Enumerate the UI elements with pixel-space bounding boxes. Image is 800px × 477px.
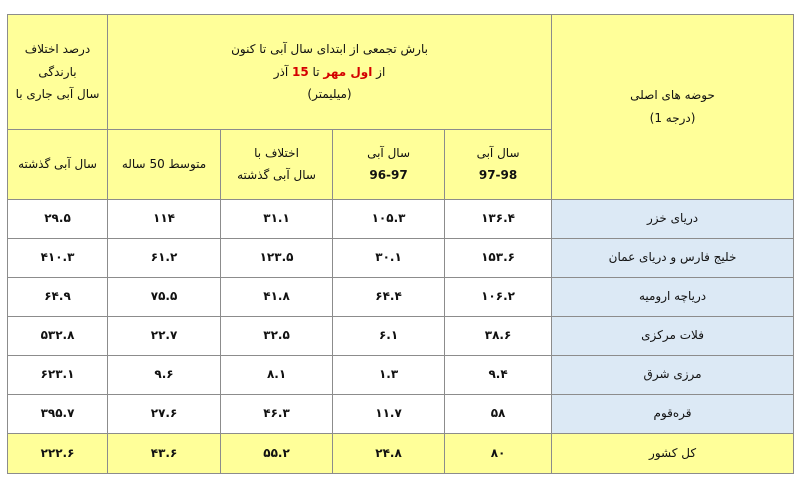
percent-header-line1: درصد اختلاف بارندگی bbox=[24, 41, 91, 79]
percent-header-cell bbox=[8, 15, 108, 130]
percent-header-line2: سال آبی جاری با bbox=[15, 87, 100, 102]
value-cell: ۱۰۵.۳ bbox=[333, 199, 445, 238]
value-cell: ۳۹۵.۷ bbox=[8, 394, 108, 433]
value-cell: ۶۲۳.۱ bbox=[8, 355, 108, 394]
col-header-previous-year: سال آبی 96-97 bbox=[333, 130, 445, 199]
total-value-cell: ۴۳.۶ bbox=[108, 433, 221, 473]
basin-header-title: حوضه های اصلی bbox=[630, 88, 715, 102]
total-row bbox=[8, 433, 794, 473]
total-value-cell: ۵۵.۲ bbox=[221, 433, 333, 473]
table-row bbox=[8, 238, 794, 277]
value-cell: ۱۳۶.۴ bbox=[445, 199, 552, 238]
table-row bbox=[8, 394, 794, 433]
total-value-cell: ۲۴.۸ bbox=[333, 433, 445, 473]
basin-name: قره‌قوم bbox=[552, 394, 794, 433]
value-cell: ۴۶.۳ bbox=[221, 394, 333, 433]
basin-name: مرزی شرق bbox=[552, 355, 794, 394]
col-header-difference: اختلاف با سال آبی گذشته bbox=[221, 130, 333, 199]
value-cell: ۳۱.۱ bbox=[221, 199, 333, 238]
unit-label: (میلیمتر) bbox=[307, 87, 352, 102]
cumulative-header-line1: بارش تجمعی از ابتدای سال آبی تا کنون bbox=[231, 41, 428, 56]
value-cell: ۲۹.۵ bbox=[8, 199, 108, 238]
value-cell: ۵۳۲.۸ bbox=[8, 316, 108, 355]
basin-name: دریای خزر bbox=[552, 199, 794, 238]
value-cell: ۳۲.۵ bbox=[221, 316, 333, 355]
col-header-current-year: سال آبی 97-98 bbox=[445, 130, 552, 199]
value-cell: ۳۸.۶ bbox=[445, 316, 552, 355]
table-row bbox=[8, 355, 794, 394]
table-row bbox=[8, 277, 794, 316]
basin-header-subtitle: (درجه 1) bbox=[649, 110, 696, 125]
value-cell: ۶۴.۹ bbox=[8, 277, 108, 316]
value-cell: ۹.۴ bbox=[445, 355, 552, 394]
value-cell: ۱۰۶.۲ bbox=[445, 277, 552, 316]
value-cell: ۲۲.۷ bbox=[108, 316, 221, 355]
basin-name: خلیج فارس و دریای عمان bbox=[552, 238, 794, 277]
value-cell: ۱.۳ bbox=[333, 355, 445, 394]
total-value-cell: ۸۰ bbox=[445, 433, 552, 473]
table-row bbox=[8, 199, 794, 238]
value-cell: ۱۲۳.۵ bbox=[221, 238, 333, 277]
value-cell: ۴۱.۸ bbox=[221, 277, 333, 316]
value-cell: ۷۵.۵ bbox=[108, 277, 221, 316]
basin-name: فلات مرکزی bbox=[552, 316, 794, 355]
value-cell: ۱۵۳.۶ bbox=[445, 238, 552, 277]
cumulative-header-line2: از اول مهر تا 15 آذر bbox=[273, 64, 386, 79]
total-value-cell: ۲۲۲.۶ bbox=[8, 433, 108, 473]
value-cell: ۸.۱ bbox=[221, 355, 333, 394]
period-start: اول مهر bbox=[323, 64, 373, 79]
value-cell: ۵۸ bbox=[445, 394, 552, 433]
value-cell: ۳۰.۱ bbox=[333, 238, 445, 277]
table-row bbox=[8, 316, 794, 355]
period-end-day: 15 bbox=[292, 64, 309, 79]
value-cell: ۱۱.۷ bbox=[333, 394, 445, 433]
value-cell: ۴۱۰.۳ bbox=[8, 238, 108, 277]
value-cell: ۲۷.۶ bbox=[108, 394, 221, 433]
value-cell: ۶۱.۲ bbox=[108, 238, 221, 277]
value-cell: ۶۴.۴ bbox=[333, 277, 445, 316]
value-cell: ۶.۱ bbox=[333, 316, 445, 355]
rainfall-table bbox=[7, 14, 794, 474]
col-header-avg50: متوسط 50 ساله bbox=[108, 130, 221, 199]
value-cell: ۹.۶ bbox=[108, 355, 221, 394]
basin-header-cell bbox=[552, 15, 794, 200]
value-cell: ۱۱۴ bbox=[108, 199, 221, 238]
basin-name: دریاچه ارومیه bbox=[552, 277, 794, 316]
col-header-pct-previous: سال آبی گذشته bbox=[8, 130, 108, 199]
total-label: کل کشور bbox=[552, 433, 794, 473]
cumulative-header-cell bbox=[108, 15, 552, 130]
